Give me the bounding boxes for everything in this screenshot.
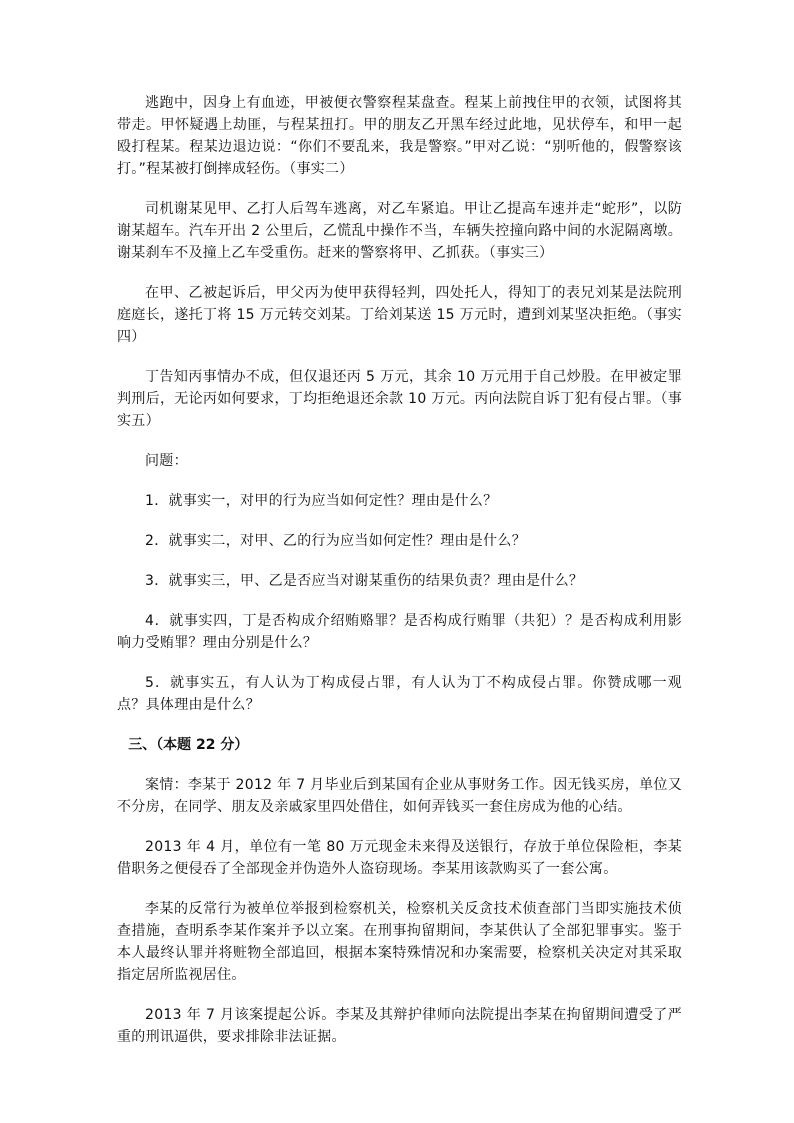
fact-three-paragraph: 司机谢某见甲、乙打人后驾车逃离，对乙车紧追。甲让乙提高车速并走“蛇形”，以防谢某超车。汽车开出 2 公里后，乙慌乱中操作不当，车辆失控撞向路中间的水泥隔离墩。谢某刹车不及撞上乙车受重伤。赶来的警察将甲、乙抓获。（事实三） <box>117 201 682 261</box>
question-3: 3．就事实三，甲、乙是否应当对谢某重伤的结果负责？理由是什么？ <box>145 573 584 589</box>
question-5: 5．就事实五，有人认为丁构成侵占罪，有人认为丁不构成侵占罪。你赞成哪一观点？具体理由是什么？ <box>117 675 682 713</box>
case-paragraph-2: 2013 年 4 月，单位有一笔 80 万元现金未来得及送银行，存放于单位保险柜，李某借职务之便侵吞了全部现金并伪造外人盗窃现场。李某用该款购买了一套公寓。 <box>117 839 682 877</box>
fact-four-paragraph: 在甲、乙被起诉后，甲父丙为使甲获得轻判，四处托人，得知丁的表兄刘某是法院刑庭庭长，遂托丁将 15 万元转交刘某。丁给刘某送 15 万元时，遭到刘某坚决拒绝。（事实四） <box>117 285 682 345</box>
questions-label: 问题： <box>145 453 188 469</box>
question-1: 1．就事实一，对甲的行为应当如何定性？理由是什么？ <box>145 493 498 509</box>
fact-two-paragraph: 逃跑中，因身上有血迹，甲被便衣警察程某盘查。程某上前拽住甲的衣领，试图将其带走。甲怀疑遇上劫匪，与程某扭打。甲的朋友乙开黑车经过此地，见状停车，和甲一起殴打程某。程某边退边说：“你们不要乱来，我是警察。”甲对乙说：“别听他的，假警察该打。”程某被打倒摔成轻伤。（事实二） <box>117 95 682 177</box>
fact-five-paragraph: 丁告知丙事情办不成，但仅退还丙 5 万元，其余 10 万元用于自己炒股。在甲被定罪判刑后，无论丙如何要求，丁均拒绝退还余款 10 万元。丙向法院自诉丁犯有侵占罪。（事实五） <box>117 369 682 429</box>
case-paragraph-1: 案情：李某于 2012 年 7 月毕业后到某国有企业从事财务工作。因无钱买房，单位又不分房，在同学、朋友及亲戚家里四处借住，如何弄钱买一套住房成为他的心结。 <box>117 777 682 815</box>
question-4: 4．就事实四，丁是否构成介绍贿赂罪？是否构成行贿罪（共犯）？是否构成利用影响力受贿罪？理由分别是什么？ <box>117 613 682 651</box>
section-heading: 三、（本题 22 分） <box>128 737 249 753</box>
question-2: 2．就事实二，对甲、乙的行为应当如何定性？理由是什么？ <box>145 533 527 549</box>
case-paragraph-3: 李某的反常行为被单位举报到检察机关，检察机关反贪技术侦查部门当即实施技术侦查措施，查明系李某作案并予以立案。在刑事拘留期间，李某供认了全部犯罪事实。鉴于本人最终认罪并将赃物全部追回，根据本案特殊情况和办案需要，检察机关决定对其采取指定居所监视居住。 <box>117 901 682 983</box>
case-paragraph-4: 2013 年 7 月该案提起公诉。李某及其辩护律师向法院提出李某在拘留期间遭受了严重的刑讯逼供，要求排除非法证据。 <box>117 1007 682 1045</box>
